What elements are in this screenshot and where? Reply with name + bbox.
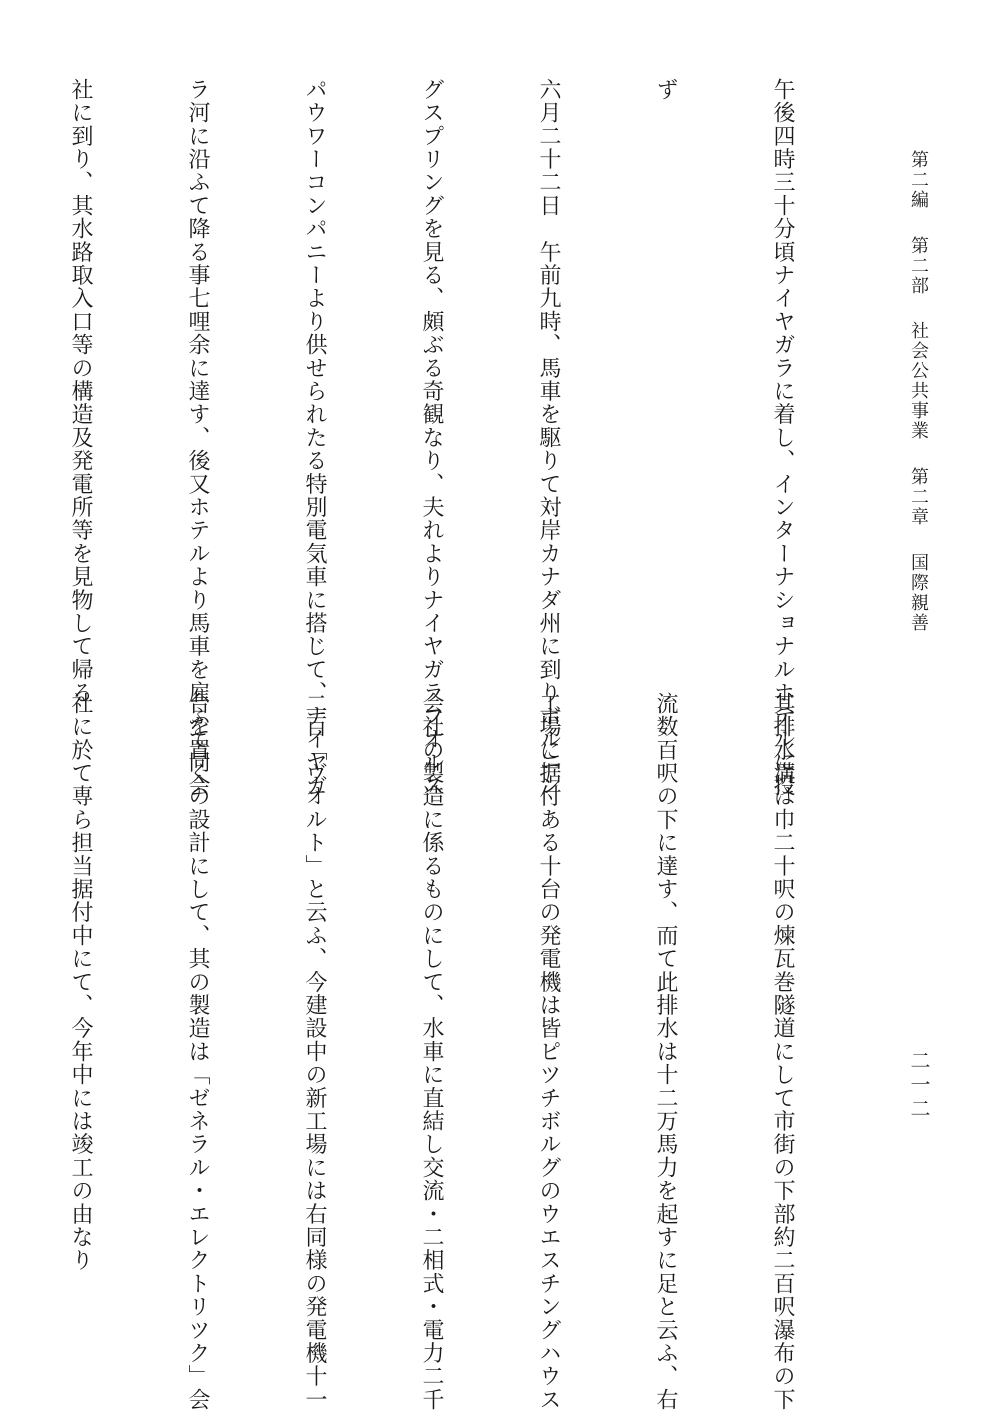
text-line: グスプリングを見る、頗ぶる奇観なり、夫れよりナイヤガラフオルス bbox=[419, 78, 444, 798]
header-section: 社会公共事業 bbox=[908, 321, 929, 442]
text-line: 社に到り、其水路取入口等の構造及発電所等を見物して帰る bbox=[68, 78, 93, 705]
text-line: 午後四時三十分頃ナイヤガラに着し、インターナショナルホテルに投 bbox=[770, 78, 795, 798]
text-line: 社に於て専ら担当据付中にて、今年中には竣工の由なり bbox=[68, 692, 93, 1272]
header-chapter: 第二章 bbox=[908, 467, 929, 528]
bottom-text-block bbox=[68, 692, 880, 1411]
page-number: 二一二 bbox=[907, 1050, 931, 1122]
header-chapter-title: 国際親善 bbox=[908, 552, 929, 633]
text-line: 二百「ヴオルト」と云ふ、今建設中の新工場には右同様の発電機十一 bbox=[302, 692, 327, 1411]
text-line: 工場に据付ある十台の発電機は皆ピツチボルグのウエスチングハウス bbox=[536, 692, 561, 1411]
running-header bbox=[905, 150, 931, 651]
text-line: ラ河に沿ふて降る事七哩余に達す、後又ホテルより馬車を雇ふて同会 bbox=[185, 78, 210, 798]
text-line: 流数百呎の下に達す、而て此排水は十二万馬力を起すに足と云ふ、右 bbox=[653, 692, 678, 1411]
text-line: 六月二十二日 午前九時、馬車を駆りて対岸カナダ州に到りボルニン bbox=[536, 78, 561, 798]
header-volume: 第二編 bbox=[908, 150, 929, 210]
text-line: パウワーコンパニーより供せられたる特別電気車に搭じて、ナイヤガ bbox=[302, 78, 327, 798]
text-line: ず bbox=[653, 78, 678, 102]
top-text-block bbox=[68, 78, 880, 798]
text-line: 其排水溝は巾二十呎の煉瓦巻隧道にして市街の下部約二百呎瀑布の下 bbox=[770, 692, 795, 1411]
text-line: 会社の製造に係るものにして、水車に直結し交流・二相式・電力二千 bbox=[419, 692, 444, 1411]
header-part: 第二部 bbox=[908, 235, 929, 296]
text-line: 台を置くの設計にして、其の製造は「ゼネラル・エレクトリツク」会 bbox=[185, 692, 210, 1411]
